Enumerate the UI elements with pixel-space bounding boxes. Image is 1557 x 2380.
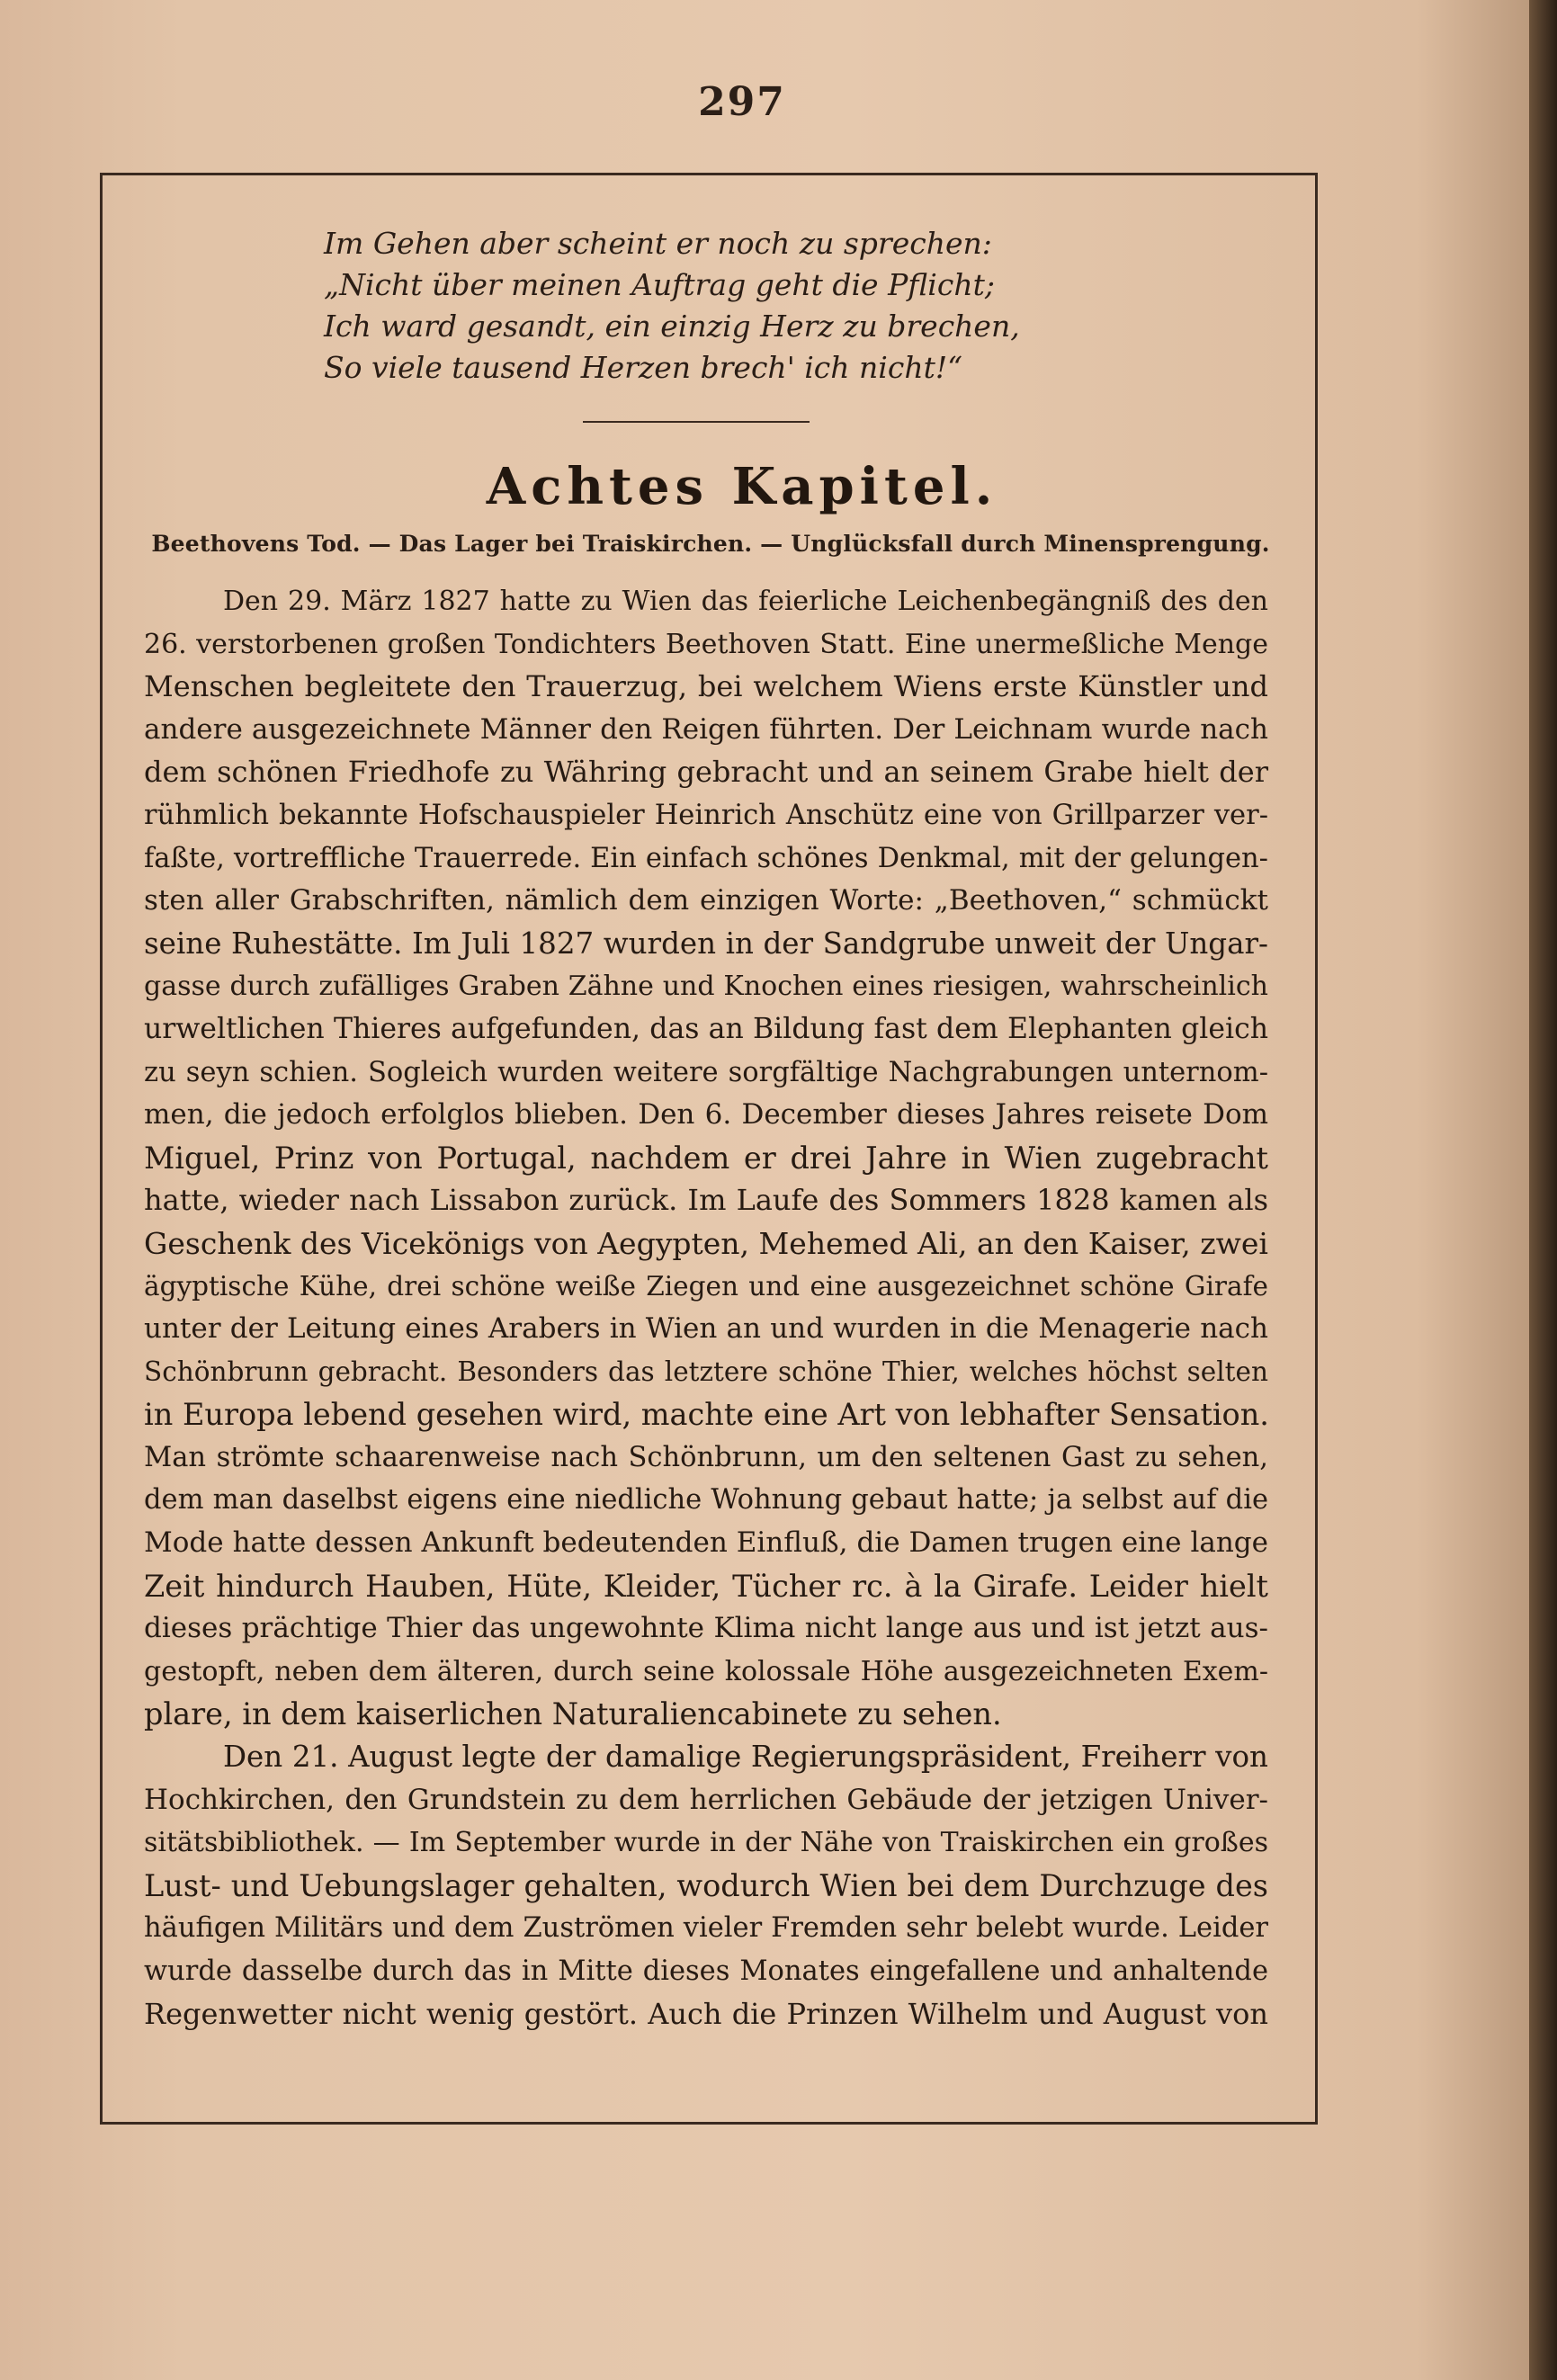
text-line: hatte, wieder nach Lissabon zurück. Im Laufe des Sommers 1828 kamen als bbox=[144, 1183, 1268, 1218]
text-line: men, die jedoch erfolglos blieben. Den 6. December dieses Jahres reisete Dom bbox=[144, 1098, 1268, 1132]
text-line: dieses prächtige Thier das ungewohnte Klima nicht lange aus und ist jetzt aus- bbox=[144, 1612, 1268, 1645]
text-line: wurde dasselbe durch das in Mitte dieses Monates eingefallene und anhaltende bbox=[144, 1955, 1268, 1987]
page-number: 297 bbox=[698, 79, 786, 125]
text-line: plare, in dem kaiserlichen Naturaliencabinete zu sehen. bbox=[144, 1696, 1002, 1732]
poem-line: Im Gehen aber scheint er noch zu sprechen: bbox=[324, 226, 992, 261]
text-line: Lust- und Uebungslager gehalten, wodurch Wien bei dem Durchzuge des bbox=[144, 1867, 1268, 1903]
text-line: sitätsbibliothek. — Im September wurde in der Nähe von Traiskirchen ein großes bbox=[144, 1827, 1268, 1859]
chapter-title: Achtes Kapitel. bbox=[486, 457, 998, 516]
text-line: dem schönen Friedhofe zu Währing gebracht und an seinem Grabe hielt der bbox=[144, 755, 1268, 790]
text-line: Den 29. März 1827 hatte zu Wien das feierliche Leichenbegängniß des den bbox=[223, 586, 1268, 617]
text-line: rühmlich bekannte Hofschauspieler Heinrich Anschütz eine von Grillparzer ver- bbox=[144, 799, 1268, 831]
text-line: ägyptische Kühe, drei schöne weiße Ziegen und eine ausgezeichnet schöne Girafe bbox=[144, 1270, 1268, 1302]
text-line: Zeit hindurch Hauben, Hüte, Kleider, Tücher rc. à la Girafe. Leider hielt bbox=[144, 1568, 1268, 1604]
text-line: gasse durch zufälliges Graben Zähne und Knochen eines riesigen, wahrscheinlich bbox=[144, 971, 1268, 1003]
text-line: Miguel, Prinz von Portugal, nachdem er drei Jahre in Wien zugebracht bbox=[144, 1140, 1268, 1176]
chapter-summary: Beethovens Tod. — Das Lager bei Traiskirchen. — Unglücksfall durch Minensprengung. bbox=[151, 531, 1270, 557]
poem-line: Ich ward gesandt, ein einzig Herz zu brechen, bbox=[324, 309, 1020, 344]
text-line: dem man daselbst eigens eine niedliche Wohnung gebaut hatte; ja selbst auf die bbox=[144, 1484, 1268, 1517]
text-line: Man strömte schaarenweise nach Schönbrunn, um den seltenen Gast zu sehen, bbox=[144, 1441, 1268, 1473]
text-line: Geschenk des Vicekönigs von Aegypten, Mehemed Ali, an den Kaiser, zwei bbox=[144, 1225, 1268, 1261]
text-line: sten aller Grabschriften, nämlich dem einzigen Worte: „Beethoven,“ schmückt bbox=[144, 884, 1268, 917]
text-line: andere ausgezeichnete Männer den Reigen führten. Der Leichnam wurde nach bbox=[144, 712, 1268, 746]
text-line: Mode hatte dessen Ankunft bedeutenden Einfluß, die Damen trugen eine lange bbox=[144, 1526, 1268, 1560]
text-line: Den 21. August legte der damalige Regierungspräsident, Freiherr von bbox=[223, 1740, 1268, 1775]
text-line: zu seyn schien. Sogleich wurden weitere sorgfältige Nachgrabungen unternom- bbox=[144, 1056, 1268, 1088]
text-line: in Europa lebend gesehen wird, machte eine Art von lebhafter Sensation. bbox=[144, 1397, 1269, 1433]
text-line: faßte, vortreffliche Trauerrede. Ein einfach schönes Denkmal, mit der gelungen- bbox=[144, 842, 1268, 874]
text-line: Hochkirchen, den Grundstein zu dem herrlichen Gebäude der jetzigen Univer- bbox=[144, 1783, 1268, 1816]
text-line: 26. verstorbenen großen Tondichters Beethoven Statt. Eine unermeßliche Menge bbox=[144, 628, 1268, 660]
text-line: Regenwetter nicht wenig gestört. Auch die Prinzen Wilhelm und August von bbox=[144, 1996, 1268, 2031]
poem-line: „Nicht über meinen Auftrag geht die Pflicht; bbox=[324, 267, 995, 302]
text-line: Schönbrunn gebracht. Besonders das letztere schöne Thier, welches höchst selten bbox=[144, 1356, 1268, 1387]
section-divider bbox=[583, 421, 810, 423]
text-line: Menschen begleitete den Trauerzug, bei welchem Wiens erste Künstler und bbox=[144, 669, 1268, 704]
text-line: urweltlichen Thieres aufgefunden, das an Bildung fast dem Elephanten gleich bbox=[144, 1012, 1268, 1045]
text-line: unter der Leitung eines Arabers in Wien an und wurden in die Menagerie nach bbox=[144, 1312, 1268, 1346]
text-line: gestopft, neben dem älteren, durch seine kolossale Höhe ausgezeichneten Exem- bbox=[144, 1655, 1268, 1687]
body-text bbox=[144, 580, 1268, 2036]
text-line: häufigen Militärs und dem Zuströmen vieler Fremden sehr belebt wurde. Leider bbox=[144, 1912, 1268, 1945]
book-spine-edge bbox=[1529, 0, 1557, 2380]
poem-stanza bbox=[324, 223, 1133, 389]
poem-line: So viele tausend Herzen brech' ich nicht!“ bbox=[324, 350, 962, 385]
text-line: seine Ruhestätte. Im Juli 1827 wurden in der Sandgrube unweit der Ungar- bbox=[144, 926, 1268, 961]
